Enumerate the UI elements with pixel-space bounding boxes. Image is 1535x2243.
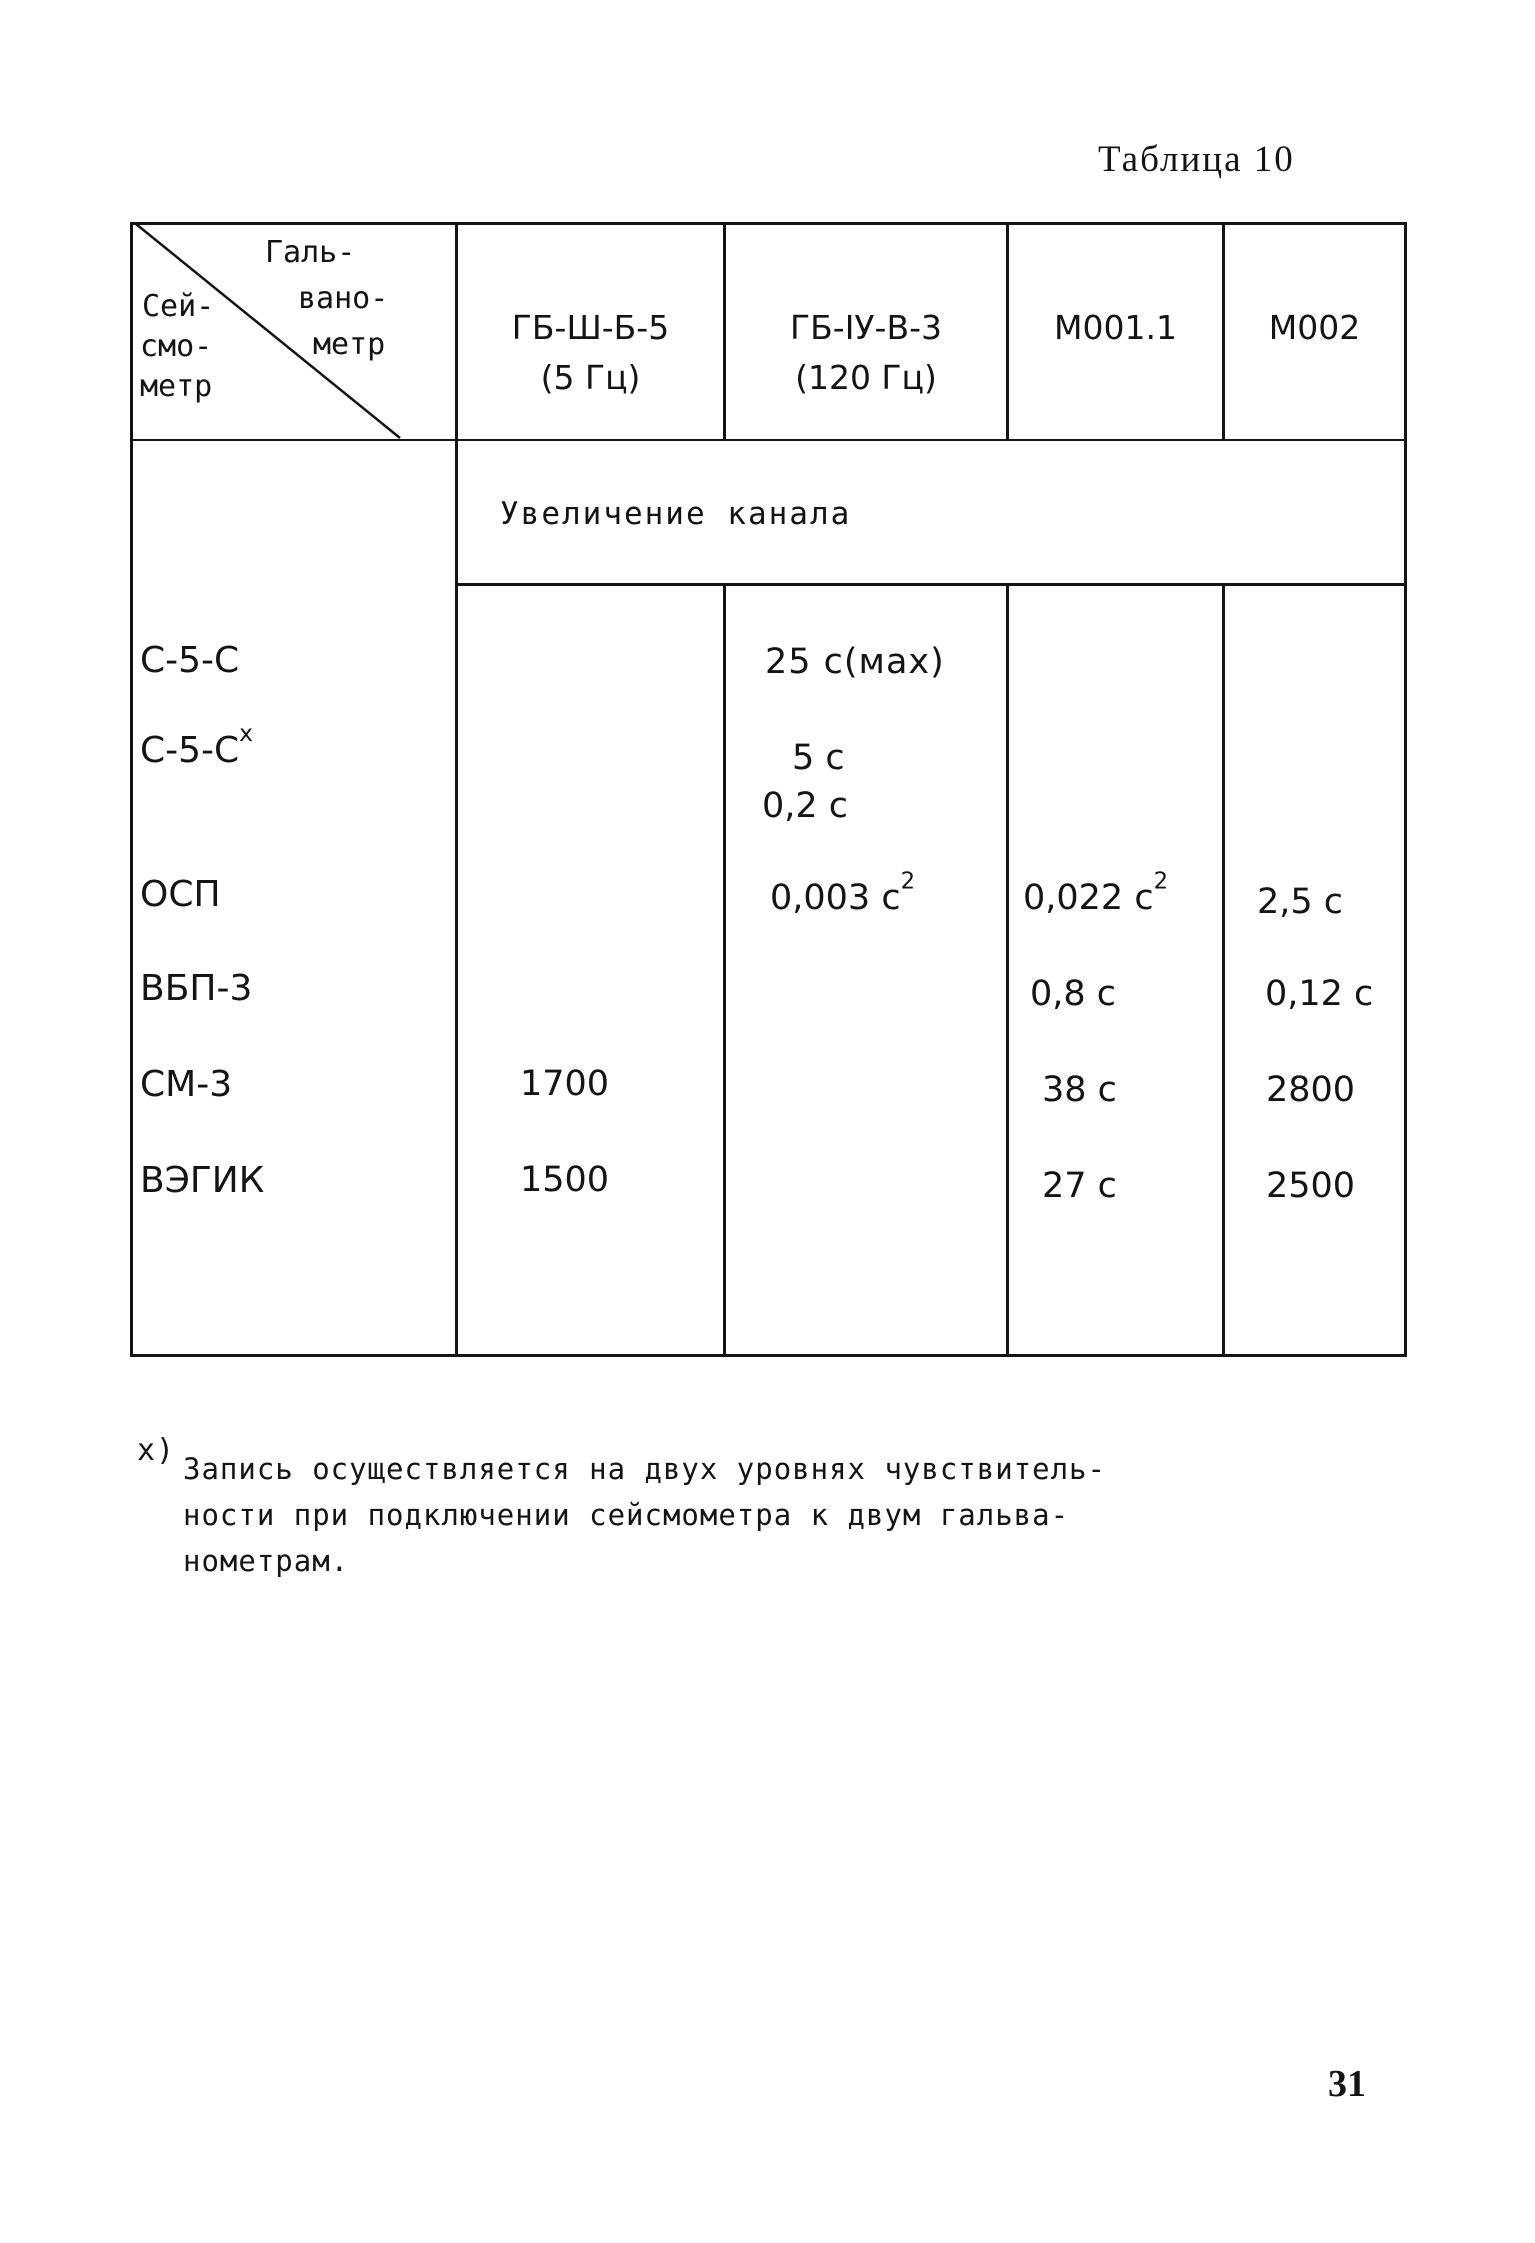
corner-galvanometer-line-3: метр [313, 327, 386, 362]
cell-superscript: 2 [1153, 868, 1169, 895]
table-caption: Таблица 10 [1098, 139, 1295, 180]
column-separator [723, 585, 726, 1357]
footnote-text [183, 1446, 1106, 1584]
column-separator [1222, 585, 1225, 1357]
table-cell: 38 с [1042, 1070, 1117, 1110]
corner-seismometer-line-2: смо- [140, 329, 213, 364]
table-cell: 0,022 $с^2$ [1023, 868, 1169, 918]
row-label: $С-5-С^x$ [140, 718, 254, 771]
table-cell: 2,5 с [1257, 882, 1344, 922]
corner-galvanometer-line-1: Галь- [265, 235, 356, 270]
cell-superscript: 2 [900, 868, 916, 895]
footnote-line: Запись осуществляется на двух уровнях чувствитель- [183, 1452, 1106, 1486]
column-header-sub: (5 Гц) [540, 358, 641, 397]
column-header-name: ГБ-IУ-В-3 [790, 308, 942, 347]
table-cell: 1500 [520, 1160, 610, 1200]
table-border-right [1404, 222, 1407, 1357]
table-cell: 2500 [1266, 1166, 1356, 1206]
table-cell: 27 с [1042, 1166, 1117, 1206]
row-label: СМ-3 [140, 1064, 233, 1105]
corner-seismometer-line-1: Сей- [142, 289, 215, 324]
span-header: Увеличение канала [500, 496, 852, 532]
table-cell: 0,8 с [1030, 974, 1117, 1014]
row-label: ОСП [140, 874, 221, 915]
row-label: С-5-С [140, 640, 240, 681]
table-cell: 1700 [520, 1064, 610, 1104]
table-cell: 5 с [792, 738, 845, 778]
table-border-bottom [130, 1354, 1407, 1357]
column-header-name: ГБ-Ш-Б-5 [511, 308, 670, 347]
data-table [130, 222, 1407, 1357]
page-number: 31 [1328, 2063, 1366, 2105]
column-separator [1006, 585, 1009, 1357]
table-cell: 2800 [1266, 1070, 1356, 1110]
table-cell: 0,12 с [1265, 974, 1374, 1014]
column-header-name: М002 [1268, 308, 1361, 347]
footnote-mark: x) [137, 1433, 176, 1468]
row-label: ВЭГИК [140, 1160, 265, 1201]
column-header-sub: (120 Гц) [795, 358, 937, 397]
span-header-rule [455, 583, 1407, 586]
table-cell: 25 с(мах) [765, 642, 945, 682]
footnote-line: нометрам. [183, 1544, 350, 1578]
corner-seismometer-line-3: метр [140, 369, 213, 404]
table-cell: 0,003 $с^2$ [770, 868, 916, 918]
table-cell: 0,2 с [762, 786, 849, 826]
row-label: ВБП-3 [140, 968, 253, 1009]
corner-galvanometer-line-2: вано- [298, 281, 389, 316]
row-label-footnote-mark: x [239, 718, 254, 747]
footnote-line: ности при подключении сейсмометра к двум гальва- [183, 1498, 1070, 1532]
column-header-name: М001.1 [1054, 308, 1177, 347]
